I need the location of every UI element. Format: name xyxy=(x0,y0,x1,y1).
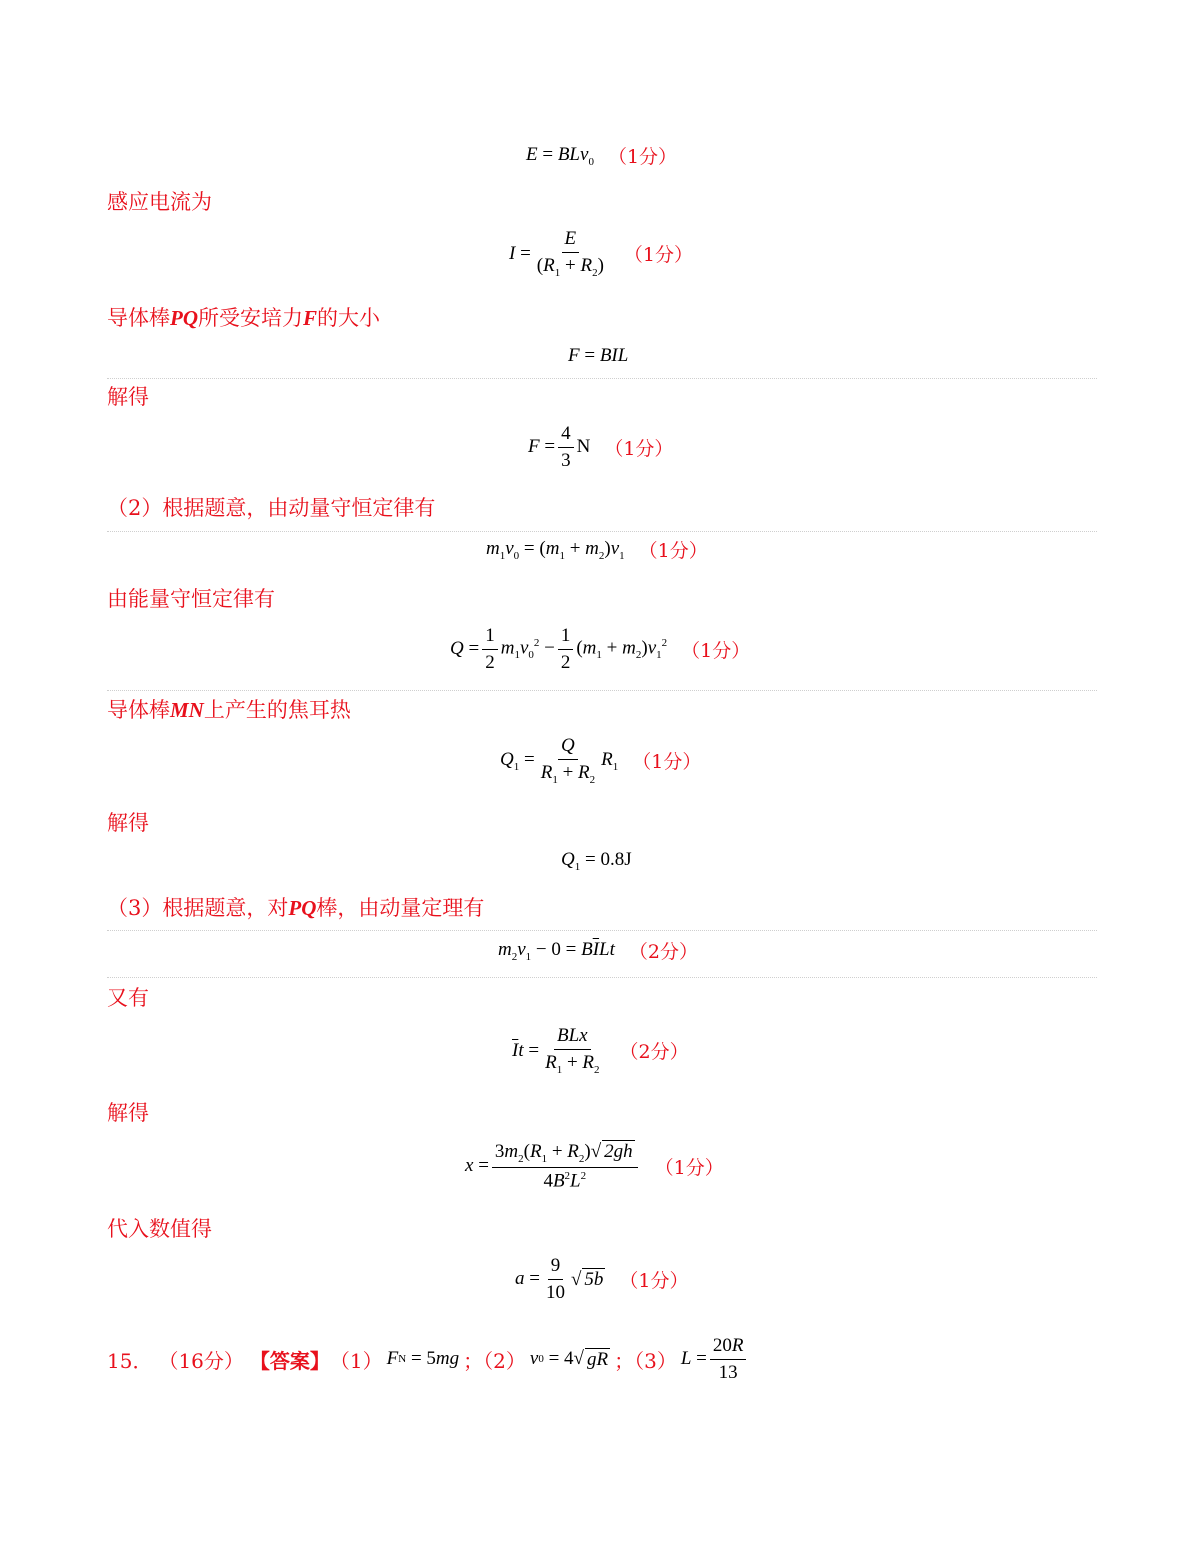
answer-part3-label: ；（3） xyxy=(614,1348,677,1373)
text-part3: （3）根据题意，对PQ棒，由动量定理有 xyxy=(107,896,485,920)
equation-current: I = $\frac{E}{(R_1 + R_2)}$ （1分） xyxy=(509,228,693,279)
score-label: （1分） xyxy=(654,1156,724,1179)
text-solve: 解得 xyxy=(107,385,149,409)
equation-energy: Q = $\frac{1}{2}$ $m_1v_0^2$ − $\frac{1}{2}$ $(m_1 + m_2)v_1^2$ （1分） xyxy=(450,625,751,673)
answer-line-15 xyxy=(107,1335,753,1384)
score-label: （2分） xyxy=(619,1041,689,1064)
dotted-divider xyxy=(107,930,1097,931)
score-label: （1分） xyxy=(632,751,702,774)
answer-tag: 【答案】 xyxy=(249,1348,330,1373)
score-label: （1分） xyxy=(604,437,674,460)
text-substitute: 代入数值得 xyxy=(107,1217,212,1241)
answer-part2-label: ；（2） xyxy=(463,1348,526,1373)
equation-joule-result: $Q_1 = 0.8J$ xyxy=(561,849,632,873)
text-induced-current: 感应电流为 xyxy=(107,190,212,214)
answer-part3-formula: L = $\frac{20R}{13}$ xyxy=(681,1335,750,1384)
text-solve: 解得 xyxy=(107,811,149,835)
text-part2: （2）根据题意，由动量守恒定律有 xyxy=(107,496,436,520)
text-also: 又有 xyxy=(107,986,149,1010)
equation-distance: x = $\frac{3m_2(R_1 + R_2)√ 2gh}{4B^2L^2}$ （1分） xyxy=(465,1141,724,1192)
equation-charge: $\overline{I}t$ = $\frac{\text{BLx}}{R_1 + R_2}$ （2分） xyxy=(512,1025,689,1076)
score-label: （1分） xyxy=(681,639,751,662)
text-force-label: 导体棒PQ所受安培力F的大小 xyxy=(107,306,381,330)
dotted-divider xyxy=(107,531,1097,532)
equation-joule-heat: $Q_1$ = $\frac{Q}{R_1 + R_2}$ $R_1$ （1分） xyxy=(500,735,702,786)
score-label: （2分） xyxy=(628,941,698,963)
equation-momentum: $m_1v_0 = (m_1 + m_2)v_1$ （1分） xyxy=(486,537,708,562)
score-label: （1分） xyxy=(607,146,678,168)
answer-part1-formula: F N = 5 mg xyxy=(386,1348,460,1370)
answer-part1-label: （1） xyxy=(329,1348,383,1373)
score-label: （1分） xyxy=(638,540,708,562)
question-number: 15． xyxy=(107,1348,153,1373)
equation-emf: E = BLv$_0$ （1分） xyxy=(526,143,678,168)
text-joule: 导体棒MN上产生的焦耳热 xyxy=(107,698,351,722)
equation-a-result: a = $\frac{9}{10}$ √ 5b （1分） xyxy=(515,1255,689,1303)
score-label: （1分） xyxy=(623,244,693,267)
dotted-divider xyxy=(107,977,1097,978)
text-energy: 由能量守恒定律有 xyxy=(107,587,275,611)
text-solve: 解得 xyxy=(107,1101,149,1125)
score-label: （1分） xyxy=(619,1269,689,1292)
dotted-divider xyxy=(107,378,1097,379)
equation-ampere-force: F = BIL xyxy=(568,345,629,366)
answer-part2-formula: v 0 = 4√ gR xyxy=(529,1348,609,1370)
equation-impulse: $m_2v_1 - 0 = B\overline{I}Lt$ （2分） xyxy=(498,938,698,963)
equation-force-result: F = $\frac{4}{3}$ N （1分） xyxy=(528,423,674,471)
dotted-divider xyxy=(107,690,1097,691)
question-points: （16分） xyxy=(158,1348,244,1373)
